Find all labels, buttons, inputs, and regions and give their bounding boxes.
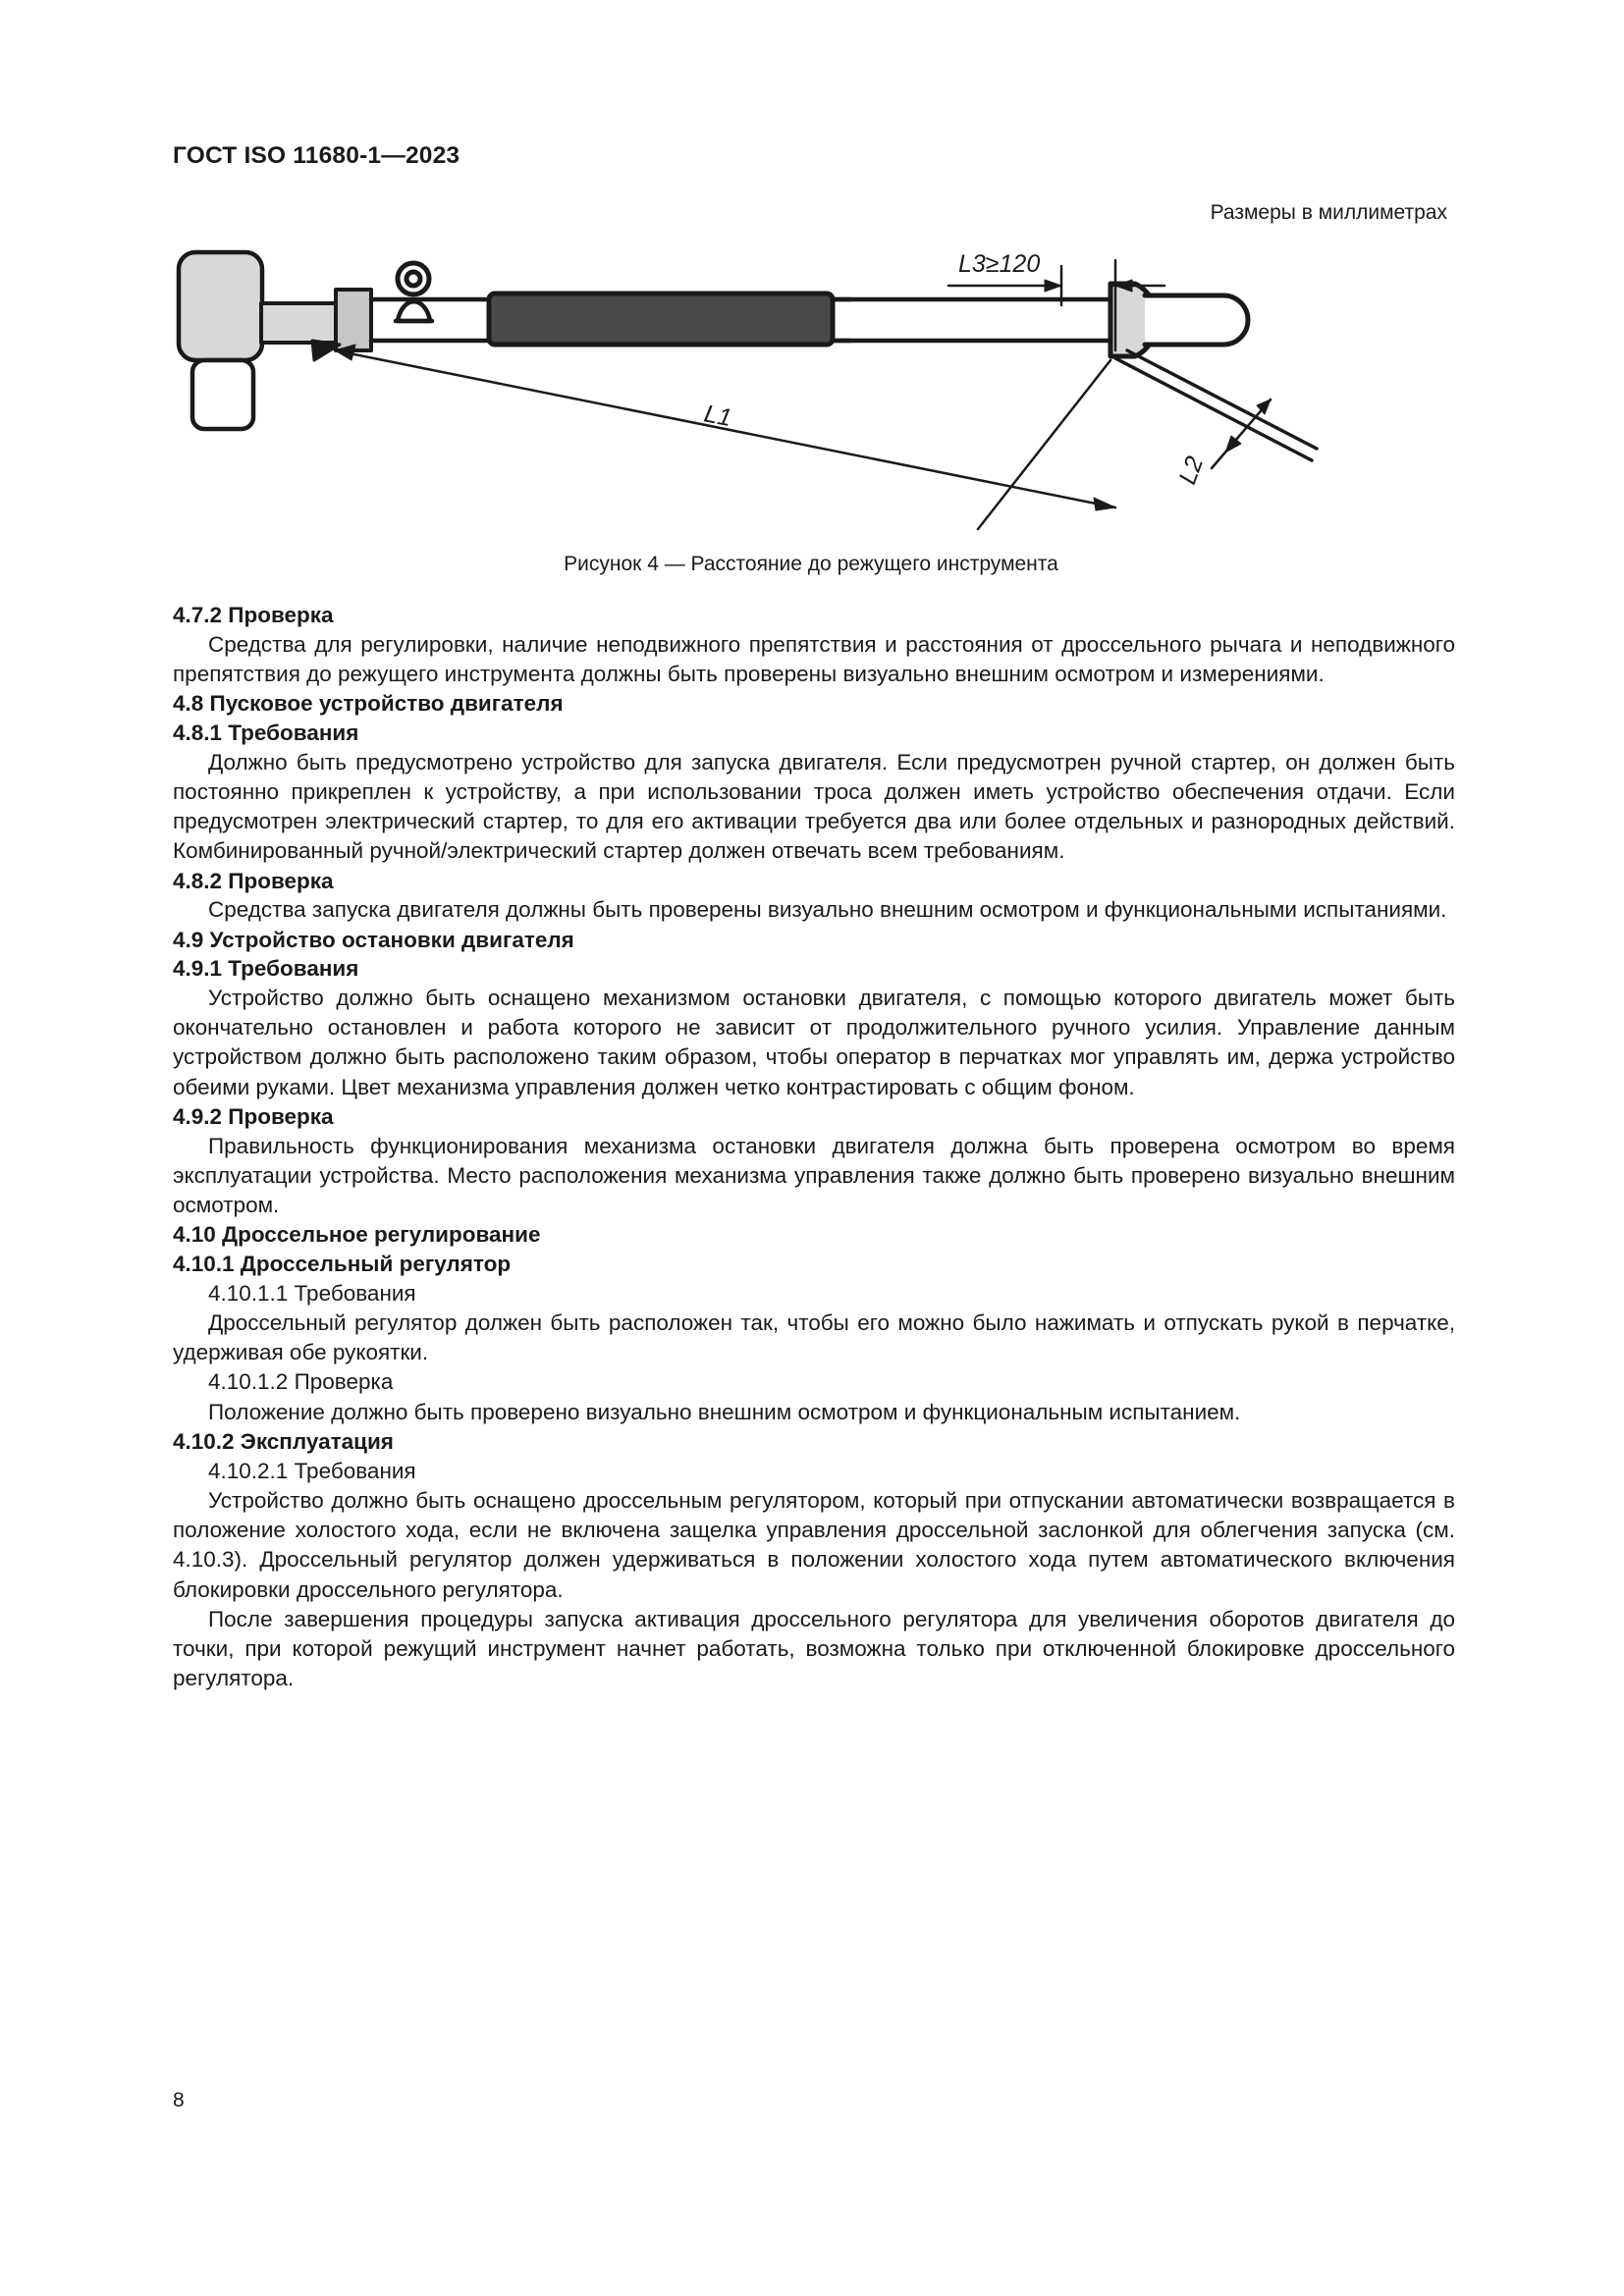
paragraph-4-10-2-1-1: Устройство должно быть оснащено дроссельным регулятором, который при отпускании автоматически возвращается в положение холостого хода, если не включена защелка управления дроссельной заслонкой для облегчения запуска (см. 4.10.3). Дроссельный регулятор должен удерживаться в положении холостого хода путем автоматического включения блокировки дроссельного регулятора. [173, 1487, 1455, 1602]
throttle-housing [336, 290, 371, 350]
rear-grip [261, 303, 338, 343]
heading-4-9: 4.9 Устройство остановки двигателя [173, 927, 574, 952]
hanger-bracket [398, 301, 430, 321]
heading-4-8: 4.8 Пусковое устройство двигателя [173, 691, 564, 717]
figure-illustration [173, 235, 1449, 539]
figure-4 [173, 201, 1449, 576]
paragraph-4-10-2-1-2: После завершения процедуры запуска активация дроссельного регулятора для увеличения оборотов двигателя до точки, при которой режущий инструмент начнет работать, возможна только при отключенной блокировке дроссельного регулятора. [173, 1606, 1455, 1691]
paragraph-4-10-1-2-1: Положение должно быть проверено визуально внешним осмотром и функциональным испытанием. [208, 1399, 1241, 1424]
paragraph-4-9-2-1: Правильность функционирования механизма остановки двигателя должна быть проверена осмотром во время эксплуатации устройства. Место расположения механизма управления также должно быть проверено визуально внешним осмотром. [173, 1133, 1455, 1218]
label-l2: L2 [1173, 453, 1210, 489]
figure-caption: Рисунок 4 — Расстояние до режущего инструмента [564, 553, 1058, 575]
fuel-tank [192, 360, 253, 429]
hanger-ring-inner [406, 272, 420, 286]
l2-ref-line-b [1127, 350, 1317, 449]
figure-units-note: Размеры в миллиметрах [1210, 201, 1447, 224]
paragraph-4-7-2-1: Средства для регулировки, наличие неподвижного препятствия и расстояния от дроссельного рычага и неподвижного препятствия до режущего инструмента должны быть проверены визуально внешним осмотром и измерениями. [173, 631, 1455, 686]
heading-4-9-1: 4.9.1 Требования [173, 956, 359, 982]
l1-leader-right [978, 360, 1110, 529]
l1-arrow-end [1094, 498, 1115, 510]
subheading-4-10-2-1: 4.10.2.1 Требования [208, 1458, 416, 1483]
heading-4-10-2: 4.10.2 Эксплуатация [173, 1428, 394, 1454]
running-head: ГОСТ ISO 11680-1—2023 [173, 142, 460, 169]
subheading-4-10-1-1: 4.10.1.1 Требования [208, 1280, 416, 1306]
paragraph-4-10-1-1-1: Дроссельный регулятор должен быть расположен так, чтобы его можно было нажимать и отпускать рукой в перчатке, удерживая обе рукоятки. [173, 1309, 1455, 1365]
heading-4-9-2: 4.9.2 Проверка [173, 1103, 334, 1129]
paragraph-4-9-1-1: Устройство должно быть оснащено механизмом остановки двигателя, с помощью которого двигатель может быть окончательно остановлен и работа которого не зависит от продолжительного ручного усилия. Управление данным устройством должно быть расположено таким образом, чтобы оператор в перчатках мог управлять им, держа устройство обеими руками. Цвет механизма управления должен четко контрастировать с общим фоном. [173, 985, 1455, 1099]
front-grip-sleeve [489, 294, 833, 345]
subheading-4-10-1-2: 4.10.1.2 Проверка [208, 1369, 394, 1395]
paragraph-4-8-2-1: Средства запуска двигателя должны быть проверены визуально внешним осмотром и функциональными испытаниями. [208, 897, 1447, 923]
page-number: 8 [173, 2089, 185, 2111]
heading-4-10-1: 4.10.1 Дроссельный регулятор [173, 1252, 512, 1276]
l3-arrow-right [1045, 280, 1061, 292]
engine-housing [179, 252, 262, 360]
label-l1: L1 [701, 400, 734, 433]
l2-ref-line-a [1115, 358, 1312, 460]
heading-4-10: 4.10 Дроссельное регулирование [173, 1222, 541, 1248]
document-body [173, 601, 1455, 1694]
heading-4-8-1: 4.8.1 Требования [173, 720, 359, 745]
heading-4-8-2: 4.8.2 Проверка [173, 868, 334, 893]
guide-bar [1145, 295, 1248, 345]
heading-4-7-2: 4.7.2 Проверка [173, 603, 334, 627]
paragraph-4-8-1-1: Должно быть предусмотрено устройство для запуска двигателя. Если предусмотрен ручной стартер, он должен быть постоянно прикреплен к устройству, а при использовании троса должен иметь устройство обеспечения отдачи. Если предусмотрен электрический стартер, то для его активации требуется два или более отдельных и разнородных действий. Комбинированный ручной/электрический стартер должен отвечать всем требованиям. [173, 749, 1455, 864]
label-l3: L3≥120 [958, 250, 1041, 278]
